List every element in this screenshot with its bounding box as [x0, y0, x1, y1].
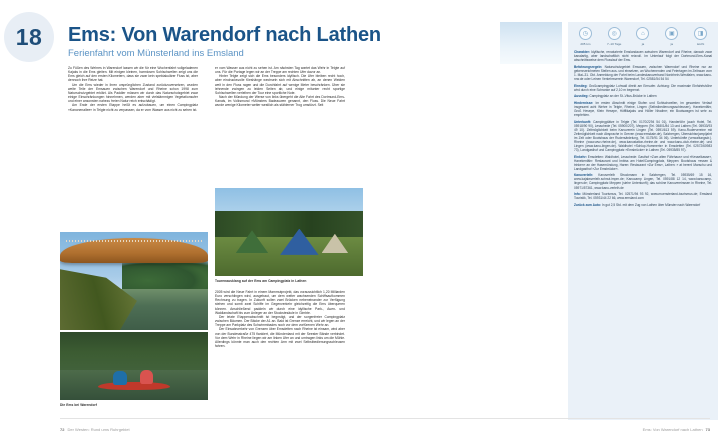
page-subtitle: Ferienfahrt vom Münsterland ins Emsland: [68, 48, 244, 59]
body-column-3: [215, 290, 345, 348]
photo-bridge-railing: [66, 240, 202, 242]
footer-left: [60, 427, 130, 432]
info-section: [574, 65, 712, 81]
fact-distance: [571, 27, 600, 46]
info-heading: Befahrungsregeln:: [574, 64, 603, 69]
paragraph: Der letzte Etappenabschnitt ist begnstigt, und der sorgenfreier Campingplatz zwischen Bäumen. Der Bäcke der A1 an. Bald ist Grenze erreicht, und wir legen an der Treppe am Parkplatz des Schwimmbades noch vor dem vorfürenen Wehr an.: [215, 314, 345, 328]
footer-divider: [60, 418, 710, 419]
paragraph: Am Ende der ersten Etappe heißt es aufzubauen, um einen Campingplatz »Kanonenallee« in Telgte nicht zu verpassen, da er vom Wasser aus nicht zu sehen ist.: [68, 103, 198, 112]
info-section: [574, 101, 712, 117]
paragraph: 2005 wird die Neue Fahrt in einem Mammutprojekt, das voraussichtlich 1,20 Milliarden Euro verschlingen wird, ausgebaut, um dem weiter wachsenden Schiffsaufkommen Rechnung zu tragen. In Zukunft sollen zwei Brücken nebeneinander zur Verfügung stehen und somit zwei Schiffe im Gegenverkehr gleichzeitig die Ems überqueren können. Anschließend paddeln wir durch eine idyllische Park-, Auen- und Waldlandschaft bis zum Anleger an der Stockstesäule in Gimbte.: [215, 290, 345, 315]
info-heading: Hindernisse:: [574, 100, 594, 105]
tour-info-sidebar: [568, 22, 718, 420]
info-section: [574, 50, 712, 62]
info-section: [574, 155, 712, 171]
chapter-number: 18: [15, 23, 43, 50]
fact-difficulty-label: leicht: [696, 42, 705, 46]
info-heading: Kanuverleih:: [574, 173, 594, 178]
info-heading: Einkehr:: [574, 154, 587, 159]
info-section: [574, 94, 712, 98]
paragraph: er vom Wasser aus nicht zu sehen ist. Am nächsten Tag wartet das Wehr in Telgte auf uns. Für die Portage legen wir an der Treppe am rechten Ufer davor an.: [215, 66, 345, 75]
photo-paddler-rear: [140, 370, 153, 384]
info-text: Campingplätze in Telgte (Tel. 0170/2294 54 01), Handerlöhr (auch Hotel, Tel. 05918/90 90), Lesschede (Tel. 05900/207), Meppen (Tel. 05801/84 13 und Lathen (Tel. 05933/93 49 10). Zeltmöglichkeit beim Kanuverein Lingen (Tel. 0591/613 59). Kanu-Rudervereine mit Zeltmöglichkeit nach Absprache in Greven (www.emskaie.de), Salzbergen, Übersichtsnjompijahrt im Zelt oder Bootshaus der Rudersärdelung, Tel. 0175/91 34 06). Unterkünfte (verwaltungsdr.). Rheine (www.wsv-rheine.de), www.kanustation-rheine.de und www.kanu-club-rheine.de) und Lingen (www.kanu-lingen.de). Waldhotel »Schlup-Hummerts« in Emsdetten (Tel. 02572/60983 73), Landgasthof und Campingplatz »Emsbrücke« in Lathen (Tel. 05935/85 97).: [574, 119, 712, 152]
info-text: Kanuverleih Struckmann in Salzbergen, Tel. 05935/69 15 16, www.kajaksverleih.schnut.imprn.de; Kanucamp Lingen, Tel. 0591/88 12 14, www.kanucamp-lingen.de; Campingplatz Meppen (siehe Unterkunft); das schöne Kanuvereinssen in Rheine, Tel. 05971/57361, www.kanu-verleih.de: [574, 173, 712, 190]
paragraph: Zu Füßen des Wehres in Warendorf lassen wir die für eine Wochenfahrt vollgeladenen Kajaks in die Ems gleiten. Mit einigen kleinen, harmlosen Sohlschwellen zeigt uns die Ems gleich auf den ersten Kilometern, dass sie zwar kein spektakulärer Fluss ist, aber dennoch ihre Reize hat.: [68, 66, 198, 83]
photo-canoe-hull: [98, 382, 169, 391]
photo-canoeists-on-river: [60, 332, 208, 400]
info-section: [574, 203, 712, 207]
info-text: Münsterland Tourismus, Tel. 02571/94 93 92, www.muensterland-tourismus.de; Emsland Touristik, Tel. 05931/44 22 66, www.emsland.com: [574, 192, 712, 201]
footer-right-text: Ems: Von Warendorf nach Lathen: [642, 427, 703, 432]
info-text: Naturschutzgebiet Emsauen, zwischen Warendorf und Rheine nur an gekennzeichneten Stellen aus- und einsetzen, an Wochenenden und Feiertagen im Zeitraum vom 1. Mai–31. Okt. Anmeldung der Fahrt beim Landeskanuverband Nordrhein-Westfalen, www.kanu-nrw.de oder Leinen Verkehrsverein Warendorf, Tel. 02581/54 54 54: [574, 64, 712, 81]
photo-tree-layer: [215, 211, 363, 237]
info-text: Campingplatz an der St.-Vitus-Brücke in Lathen: [588, 94, 657, 99]
fact-distance-label: 205 km: [580, 42, 591, 46]
info-text: In gut 2,5 Std. mit dem Zug von Lathen über Münster nach Warendorf: [600, 202, 701, 207]
tour-facts-row: [568, 22, 718, 46]
fact-duration-label: 7–10 Tage: [606, 42, 622, 46]
paragraph: Hinter Telgte zeigt sich die Ems besonders idyllisch. Die Ufer bleiben recht hoch, aber eindrucksvolle Kieshänge wechseln sich mit Abschnitten ab, an denen Weiden weit in den Fluss ragen und die Durchfahrt auf wenige Meter beschränken. Über sie lehnende zwingen zu leiden Seiten ab, und einige mitunter recht sportige Sohlschwellen verleihen der Tour eine sportliche Note.: [215, 74, 345, 95]
difficulty-icon: ◨: [694, 27, 707, 40]
fact-portage: [629, 27, 658, 46]
tour-info-text: [568, 46, 718, 207]
paragraph: Der Einsatzverkehr von Grenzen über Emsdetten nach Rheine ist einsam, wird aber von der Bundesstraße 475 flankiert, die Mündenland mit der Seester Bände verbindet. Vor dem Wehr in Rheine liegen wir am linken Ufer an und umtragen links um die Mühle. Allerdings könnte man auch den rechten Arm mit zwei Selbstbedienungsschleusen fahren.: [215, 327, 345, 349]
fact-portage-label: ja: [641, 42, 645, 46]
footer-right: [643, 427, 710, 432]
portage-icon: ⌂: [636, 27, 649, 40]
duration-icon: ◎: [608, 27, 621, 40]
chapter-number-badge: [4, 12, 54, 62]
fact-duration: [600, 27, 629, 46]
body-column-2: [215, 66, 345, 108]
info-section: [574, 192, 712, 200]
photo-bridge-over-ems: [60, 232, 208, 330]
page-title: Ems: Von Warendorf nach Lathen: [68, 24, 381, 46]
info-text: Emsdetten: Waldhotel, Lesschede: Gasthof »Zum alten Fährhaus« und »Kesselkasse«, Hanekenfähr: Restaurant und Imbiss am Hotel/Campingplatz, Meppen: Bootshaus »essen & trinken« an der Hasemündung, Haren: Restaurant »Zur Ems«, Lathen: » at heren! Marschu und Landgasthof »Zur Emsbrücke«.: [574, 154, 712, 171]
info-section: [574, 84, 712, 92]
fact-difficulty: [686, 27, 715, 46]
caption-bridge: Die Ems bei Warendorf: [60, 403, 98, 407]
photo-campsite-lathen: [215, 188, 363, 276]
body-column-1: [68, 66, 198, 112]
info-heading: Zurück zum Auto:: [574, 202, 601, 207]
info-heading: Ausstieg:: [574, 94, 589, 99]
camping-icon: ▣: [665, 27, 678, 40]
info-text: Großcampingplatz Lohwall direkt am Emsufer. Achtung: Die maximale Einfahrtshöhe wird durch eine Schranke auf 2,10 m begrenzt.: [574, 83, 712, 92]
photo-paddler-front: [113, 371, 126, 385]
paragraph: Nach der Mündung der Werse von links übergeht die Alte Fahrt des Dortmund-Ems-Kanals, im Volksmund »Münsters Badeauwen genannt, den Fluss. Die Neue Fahrt wurde wenige Kilometer weiter westlich als stählerner Trog umstürzt. Seit: [215, 95, 345, 108]
info-heading: Charakter:: [574, 50, 590, 54]
info-section: [574, 173, 712, 189]
page-number-right: 73: [705, 427, 710, 432]
page-number-left: 72: [60, 427, 65, 432]
info-heading: Info:: [574, 192, 581, 197]
caption-campsite: Tourenausklang auf der Ems am Campingplatz in Lathen: [215, 279, 307, 283]
info-text: Im ersten Abschnitt einige Stufen und Sohlschwellen, im gesamten Verlauf insgesamt acht Wehre in Telgte, Rheine, Lingen (Selbstbedienungsschleusen), Hanekenfähr, Groß Hesepe, Klein Hesepe, Hüfflikajaks und Höller Nivaihre; ein Bootswagen ist sehr zu empfehlen.: [574, 100, 712, 117]
info-heading: Unterkunft:: [574, 119, 592, 124]
photo-bridge-deck: [60, 238, 208, 263]
info-text: Idyllische, renaturierte Emslandauen zwischen Warendorf und Rheine, danach zwar kanalartig, aber landschaftlich nicht reizvoll. Im Unterlauf folgt der Dortmund-Ems-Kanal abschnittsweise dem Flusslauf der Ems.: [574, 50, 712, 63]
photo-sky-banner: [500, 22, 562, 64]
info-heading: Einstieg:: [574, 83, 588, 88]
info-section: [574, 120, 712, 152]
footer-left-text: Der Westen: Rund ums Ruhrgebiet: [67, 427, 130, 432]
paragraph: Um die Ems wieder in ihren ursprünglichen Zustand zurückzuversetzen, wurden weite Teile der Emsauen zwischen Warendorf und Rheine schon 1998 zum Naturschutzgebiet erklärt. Als Paddler müssen wir durch das Naturschutzgebiet zwar einige Einschränkungen hinnehmen, werden aber mit vielstämmigen Vegetationsufer und einer ansonsten nahezu freien Natur reich entschädigt.: [68, 82, 198, 104]
fact-camping-label: ja: [670, 42, 673, 46]
distance-icon: ◷: [579, 27, 592, 40]
fact-camping: [657, 27, 686, 46]
